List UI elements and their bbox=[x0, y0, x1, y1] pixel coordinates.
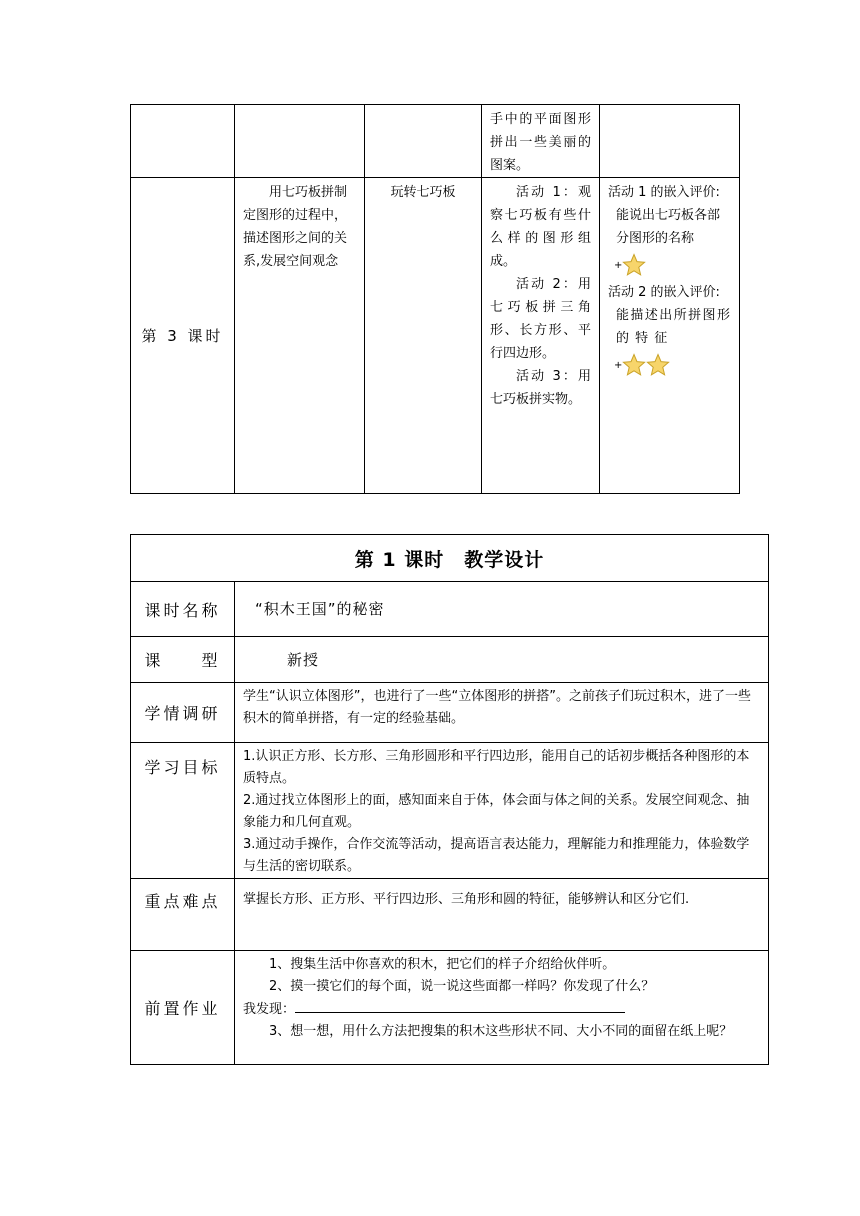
eval-1-stars bbox=[600, 250, 739, 281]
key-points-value: 掌握长方形、正方形、平行四边形、三角形和圆的特征，能够辨认和区分它们. bbox=[235, 879, 769, 951]
homework-item: 2、摸一摸它们的每个面，说一说这些面都一样吗？你发现了什么？ bbox=[269, 979, 655, 994]
activity-2-text: 活动 2：用七巧板拼三角形、长方形、平行四边形。 bbox=[490, 277, 591, 361]
plus-sign: + bbox=[614, 360, 623, 371]
cell-activities bbox=[482, 178, 600, 494]
table-row bbox=[131, 743, 769, 879]
goal-item: 2.通过找立体图形上的面，感知面来自于体，体会面与体之间的关系。发展空间观念、抽象能力和几何直观。 bbox=[243, 793, 750, 830]
row-label: 学情调研 bbox=[131, 683, 235, 743]
row-label: 前置作业 bbox=[131, 951, 235, 1065]
lesson-type-value: 新授 bbox=[235, 637, 769, 683]
objective-text: 用七巧板拼制定图形的过程中，描述图形之间的关系,发展空间观念 bbox=[243, 185, 348, 269]
cell-empty bbox=[131, 105, 235, 178]
table-row bbox=[131, 637, 769, 683]
homework-item: 1、搜集生活中你喜欢的积木，把它们的样子介绍给伙伴听。 bbox=[269, 957, 616, 972]
table-row bbox=[131, 951, 769, 1065]
table-title-row bbox=[131, 535, 769, 582]
star-icon bbox=[622, 253, 646, 277]
cell-evaluation bbox=[600, 178, 740, 494]
homework-item: 3、想一想，用什么方法把搜集的积木这些形状不同、大小不同的面留在纸上呢？ bbox=[269, 1024, 733, 1039]
cell-empty bbox=[235, 105, 365, 178]
activity-3-text: 活动 3：用七巧板拼实物。 bbox=[490, 369, 591, 407]
eval-2-heading: 活动 2 的嵌入评价: bbox=[608, 285, 720, 300]
homework-value bbox=[235, 951, 769, 1065]
eval-2-body: 能描述出所拼图形 的 特 征 bbox=[616, 308, 731, 346]
row-label: 重点难点 bbox=[131, 879, 235, 951]
student-analysis-value: 学生“认识立体图形”，也进行了一些“立体图形的拼搭”。之前孩子们玩过积木，进了一些积木的简单拼搭，有一定的经验基础。 bbox=[235, 683, 769, 743]
table-row bbox=[131, 105, 740, 178]
star-icon bbox=[622, 353, 646, 377]
answer-blank[interactable] bbox=[295, 998, 625, 1013]
eval-2-stars bbox=[600, 350, 739, 381]
star-icon bbox=[646, 353, 670, 377]
cell-objective bbox=[235, 178, 365, 494]
homework-item: 我发现： bbox=[243, 1002, 296, 1017]
goal-item: 1.认识正方形、长方形、三角形圆形和平行四边形，能用自己的话初步概括各种图形的本质特点。 bbox=[243, 749, 750, 786]
lesson-design-table bbox=[130, 534, 769, 1065]
activity-1-text: 活动 1：观察七巧板有些什么样的图形组成。 bbox=[490, 185, 591, 269]
lesson-label: 第 3 课时 bbox=[131, 178, 235, 494]
cell-empty bbox=[365, 105, 482, 178]
table-row bbox=[131, 178, 740, 494]
row-label: 课时名称 bbox=[131, 582, 235, 637]
table-row bbox=[131, 879, 769, 951]
plus-sign: + bbox=[614, 260, 623, 271]
topic-text: 玩转七巧板 bbox=[390, 185, 456, 200]
lesson-name-value: “积木王国”的秘密 bbox=[235, 582, 769, 637]
lesson-plan-table-1 bbox=[130, 104, 740, 494]
eval-1-body: 能说出七巧板各部分图形的名称 bbox=[616, 208, 721, 246]
table-row bbox=[131, 582, 769, 637]
learning-goals-value bbox=[235, 743, 769, 879]
table-title: 第 1 课时 教学设计 bbox=[131, 535, 769, 582]
homework-fill-line bbox=[243, 998, 762, 1021]
row-label: 课 型 bbox=[131, 637, 235, 683]
cell-topic bbox=[365, 178, 482, 494]
row-label: 学习目标 bbox=[131, 743, 235, 879]
cell-empty bbox=[600, 105, 740, 178]
activity-continued-text: 手中的平面图形拼出一些美丽的图案。 bbox=[490, 112, 591, 173]
table-row bbox=[131, 683, 769, 743]
cell-activity-continued bbox=[482, 105, 600, 178]
goal-item: 3.通过动手操作，合作交流等活动，提高语言表达能力，理解能力和推理能力，体验数学与生活的密切联系。 bbox=[243, 837, 750, 874]
eval-1-heading: 活动 1 的嵌入评价: bbox=[608, 185, 720, 200]
